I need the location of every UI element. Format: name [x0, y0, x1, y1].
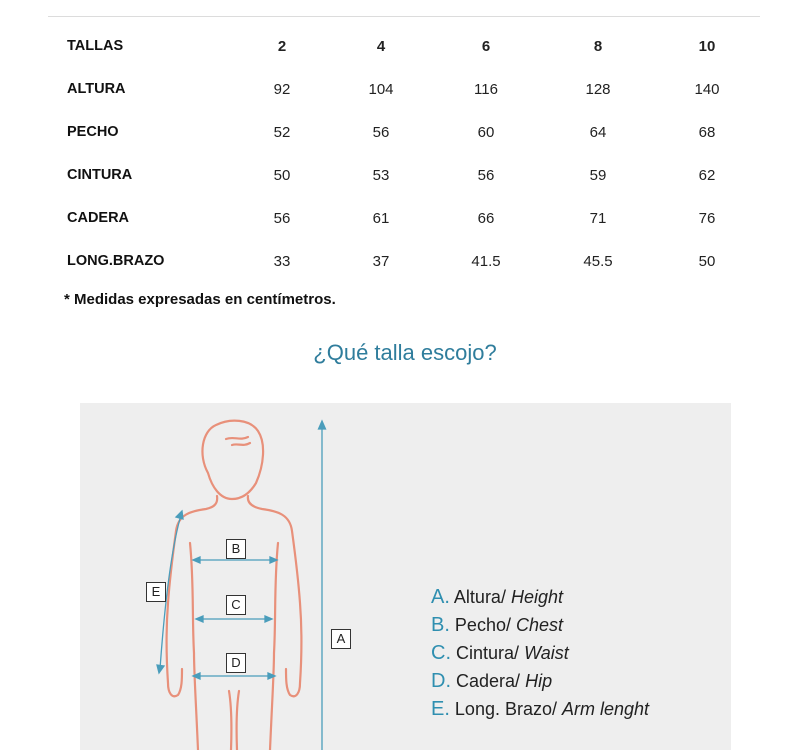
table-cell: 64	[589, 124, 607, 141]
legend-english: Hip	[525, 671, 553, 691]
table-cell: 59	[589, 167, 607, 184]
legend-item-height	[431, 583, 649, 611]
table-row	[56, 240, 746, 283]
legend-letter: A.	[431, 586, 450, 608]
table-cell: 53	[372, 167, 390, 184]
legend-english: Height	[510, 587, 563, 607]
legend-letter: C.	[431, 642, 451, 664]
table-row	[56, 111, 746, 154]
legend-spanish: Long. Brazo/	[454, 699, 557, 719]
table-cell: 68	[698, 124, 716, 141]
header-label: TALLAS	[67, 38, 124, 54]
label-d: D	[226, 653, 246, 673]
row-label: CADERA	[67, 210, 130, 226]
table-cell: 56	[477, 167, 495, 184]
size-table	[56, 25, 746, 283]
measurement-legend	[431, 583, 649, 723]
row-label: LONG.BRAZO	[67, 253, 165, 269]
measurement-footnote: * Medidas expresadas en centímetros.	[64, 291, 336, 308]
legend-spanish: Altura/	[453, 587, 506, 607]
table-row	[56, 154, 746, 197]
header-size: 6	[481, 38, 491, 55]
measurement-arrows	[157, 421, 326, 750]
table-cell: 71	[589, 210, 607, 227]
header-size: 10	[698, 38, 716, 55]
legend-item-waist	[431, 639, 649, 667]
legend-english: Arm lenght	[562, 699, 650, 719]
table-cell: 128	[585, 81, 611, 98]
table-cell: 60	[477, 124, 495, 141]
table-cell: 41.5	[471, 253, 501, 270]
label-a: A	[331, 629, 351, 649]
table-cell: 61	[372, 210, 390, 227]
legend-letter: D.	[431, 670, 451, 692]
header-size: 8	[593, 38, 603, 55]
header-size: 4	[376, 38, 386, 55]
table-cell: 45.5	[583, 253, 613, 270]
table-cell: 33	[273, 253, 291, 270]
table-header-row	[56, 25, 746, 68]
legend-spanish: Cintura/	[456, 643, 520, 663]
legend-item-chest	[431, 611, 649, 639]
row-label: ALTURA	[67, 81, 126, 97]
table-cell: 140	[694, 81, 720, 98]
table-cell: 50	[698, 253, 716, 270]
legend-letter: E.	[431, 698, 450, 720]
legend-spanish: Cadera/	[456, 671, 521, 691]
legend-english: Waist	[524, 643, 569, 663]
label-e: E	[146, 582, 166, 602]
table-row	[56, 197, 746, 240]
table-cell: 76	[698, 210, 716, 227]
table-cell: 116	[474, 81, 498, 98]
table-cell: 56	[273, 210, 291, 227]
table-cell: 104	[368, 81, 394, 98]
size-guide-title: ¿Qué talla escojo?	[313, 340, 497, 365]
table-cell: 52	[273, 124, 291, 141]
header-size: 2	[277, 38, 287, 55]
table-cell: 56	[372, 124, 390, 141]
table-cell: 37	[372, 253, 390, 270]
legend-english: Chest	[515, 615, 564, 635]
size-guide-figure	[80, 403, 731, 750]
legend-item-hip	[431, 667, 649, 695]
row-label: PECHO	[67, 124, 119, 140]
top-divider	[48, 16, 760, 17]
table-cell: 50	[273, 167, 291, 184]
legend-letter: B.	[431, 614, 450, 636]
legend-spanish: Pecho/	[454, 615, 511, 635]
child-silhouette-icon	[167, 421, 302, 750]
label-b: B	[226, 539, 246, 559]
table-cell: 62	[698, 167, 716, 184]
table-cell: 66	[477, 210, 495, 227]
table-cell: 92	[273, 81, 291, 98]
label-c: C	[226, 595, 246, 615]
row-label: CINTURA	[67, 167, 133, 183]
legend-item-arm-length	[431, 695, 649, 723]
table-row	[56, 68, 746, 111]
